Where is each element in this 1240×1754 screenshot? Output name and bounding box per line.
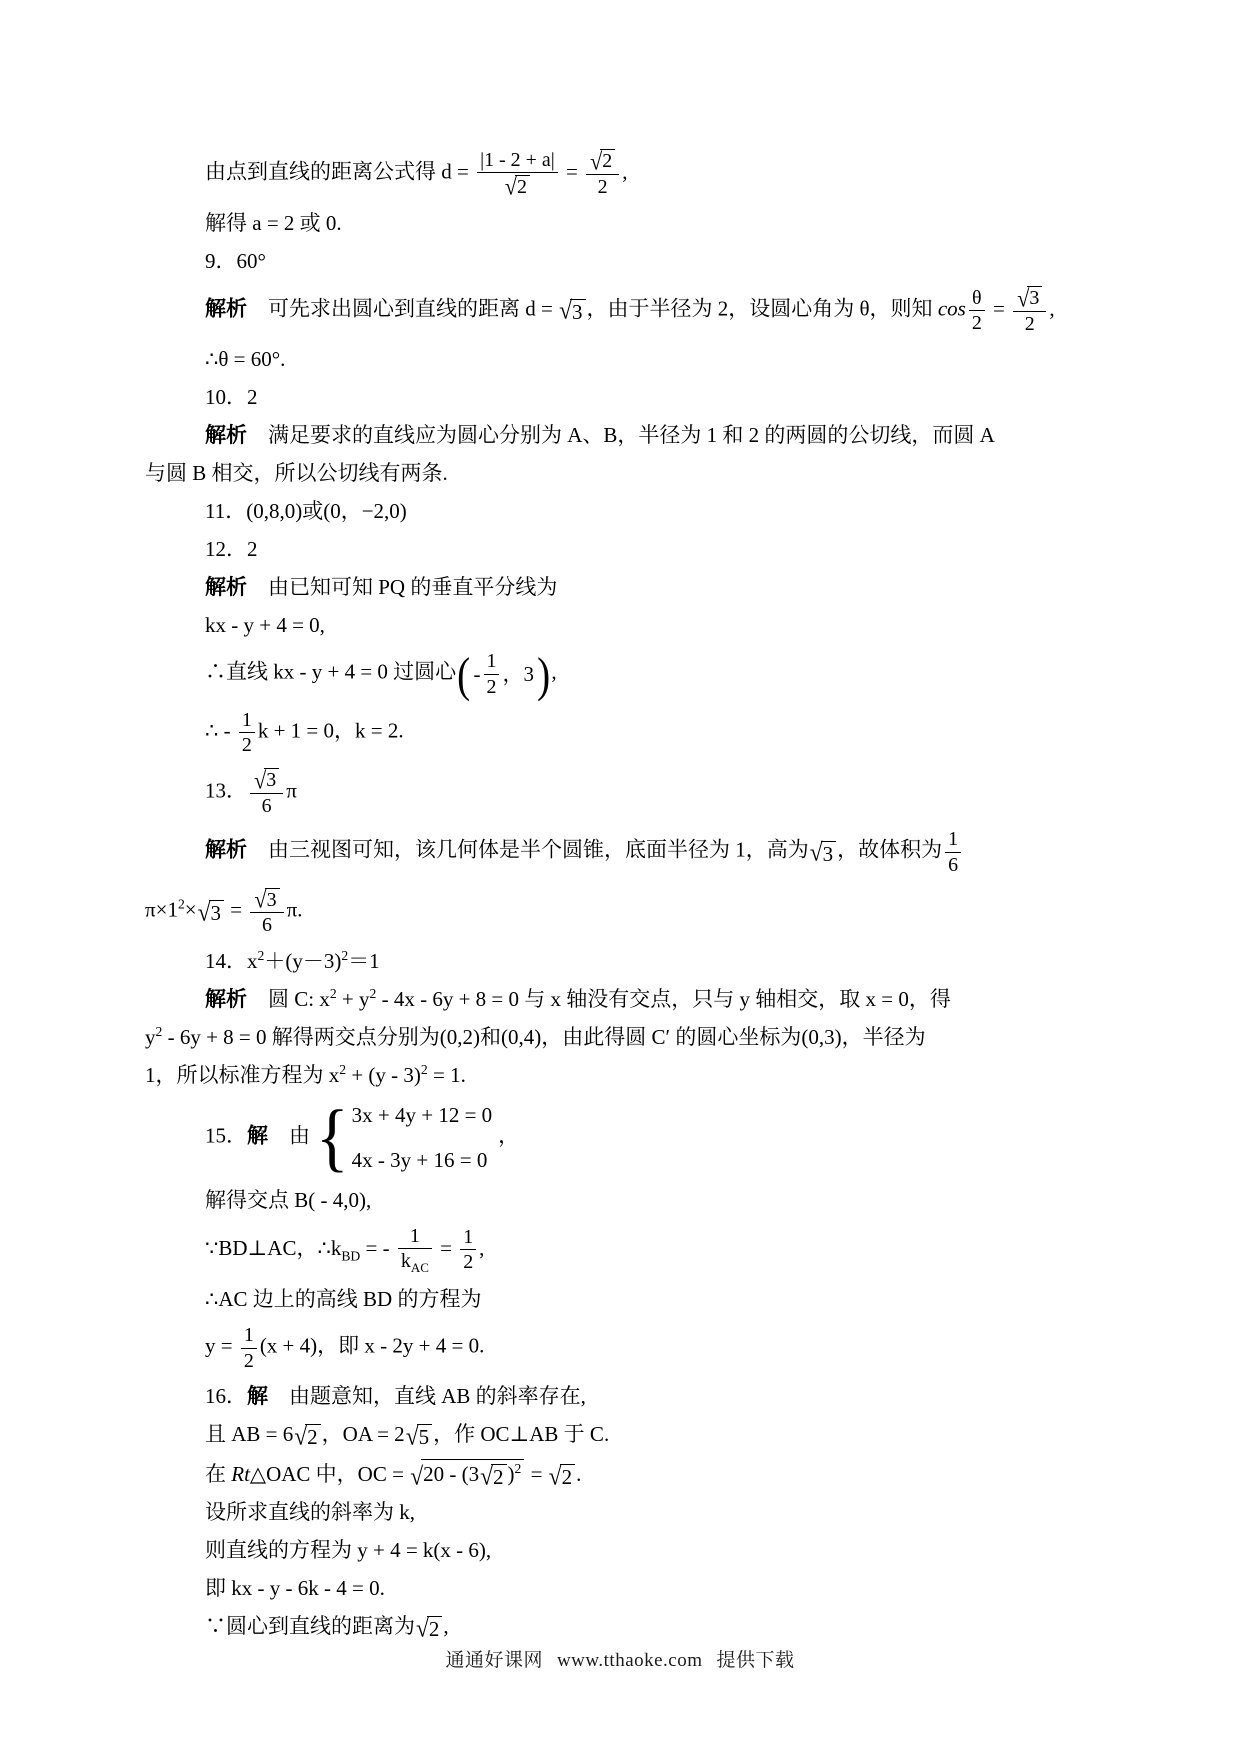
text-run: 2 (241, 734, 252, 757)
text-run: 6 (262, 914, 272, 937)
system-row (352, 1101, 493, 1129)
fraction-denominator (250, 794, 283, 817)
fraction (1013, 286, 1046, 336)
text-run: 3x + 4y + 12 = 0 (351, 1102, 493, 1127)
radicand (421, 1459, 524, 1490)
text-run: 1 (463, 1226, 474, 1249)
radicand (209, 900, 225, 925)
text-run: 1 (486, 650, 497, 673)
text-run: × (184, 897, 197, 922)
text-run: 且 AB = 6 (205, 1422, 294, 1447)
text-run: - 6y + 8 = 0 解得两交点分别为(0,2)和(0,4)，由此得圆 C′ 的圆心坐标为(0,3)，半径为 (162, 1024, 926, 1049)
text-run: 5 (418, 1425, 430, 1450)
text-run: 2 (597, 176, 608, 199)
system-row (352, 1146, 493, 1174)
text-run: 3 (266, 888, 277, 911)
text-run: 13． (205, 778, 247, 803)
text-run: = - (360, 1235, 395, 1260)
radical-sign: √ (480, 1462, 493, 1491)
radical-sign: √ (254, 766, 267, 794)
solution-line (145, 1420, 1140, 1450)
fraction-numerator (969, 287, 985, 311)
radicand (600, 149, 615, 173)
text-run: 1 (243, 1324, 254, 1347)
superscript: 2 (514, 1460, 522, 1476)
radicand (560, 1464, 576, 1489)
fraction-numerator (586, 149, 619, 175)
text-run: 圆 C: x (247, 986, 330, 1011)
square-root (416, 1614, 442, 1644)
text-run: 3 (572, 299, 583, 324)
text-run: 15． (205, 1123, 247, 1148)
text-run: θ (972, 286, 982, 309)
solution-line (145, 1612, 1140, 1642)
text-run: y = (205, 1334, 238, 1358)
text-run: y (145, 1024, 156, 1049)
bold-run: 解析 (205, 986, 247, 1011)
text-run: 2 (307, 1425, 318, 1450)
paren-content (472, 649, 536, 699)
text-run: 解得交点 B( - 4,0), (205, 1187, 372, 1212)
text-run: ， (498, 1123, 520, 1148)
square-root (1017, 286, 1042, 310)
text-run: 1 (948, 828, 959, 851)
solution-line (145, 886, 1140, 938)
superscript: 2 (177, 896, 185, 912)
text-run: 由题意知，直线 AB 的斜率存在, (268, 1384, 586, 1409)
solution-line (145, 497, 1140, 526)
parenthesized-group (456, 649, 551, 699)
text-run: k (400, 1249, 411, 1272)
text-run: 则直线的方程为 y + 4 = k(x - 6), (205, 1538, 492, 1563)
solution-line (145, 1498, 1140, 1527)
text-run: , (1049, 296, 1055, 321)
fraction (398, 1225, 432, 1276)
text-run: = (525, 1461, 548, 1486)
radicand (264, 768, 279, 792)
radicand (417, 1424, 433, 1449)
fraction-numerator (241, 1324, 257, 1348)
text-run: 由点到直线的距离公式得 d = (205, 159, 475, 184)
solution-line (145, 535, 1140, 564)
radicand (491, 1464, 507, 1489)
square-root (254, 888, 279, 912)
text-run: 由 (268, 1123, 310, 1148)
bold-run: 解析 (205, 575, 247, 600)
radical-sign: √ (809, 838, 823, 868)
text-run: = (560, 159, 584, 184)
text-run: 设所求直线的斜率为 k, (205, 1500, 415, 1525)
text-run: - 4x - 6y + 8 = 0 与 x 轴没有交点，只与 y 轴相交，取 x = 0，得 (376, 986, 951, 1011)
square-root (549, 1464, 575, 1489)
fraction-numerator (239, 709, 255, 733)
text-run: 2 (971, 312, 982, 335)
text-run: 2 (517, 175, 527, 198)
radicand (265, 888, 280, 912)
text-run: 2 (561, 1464, 573, 1489)
text-run: 2 (493, 1464, 504, 1489)
text-run: . (576, 1461, 582, 1486)
text-run: 2 (243, 1349, 254, 1372)
text-run: 3 (210, 901, 222, 926)
left-paren: ( (457, 647, 471, 701)
solution-line (145, 1061, 1140, 1090)
fraction-denominator (586, 175, 619, 198)
fraction-denominator (1013, 312, 1046, 335)
solution-line (145, 1459, 1140, 1490)
text-run: 1 (241, 709, 252, 732)
text-run: |1 - 2 + a| (480, 149, 555, 171)
solution-line (145, 1224, 1140, 1277)
radical-sign: √ (1017, 284, 1030, 312)
text-run: , (551, 660, 557, 685)
solution-line (145, 573, 1140, 602)
solution-line (145, 1285, 1140, 1314)
text-run: 6 (261, 795, 272, 818)
text-run: ，由于半径为 2，设圆心角为 θ，则知 (586, 296, 938, 321)
fraction (477, 149, 558, 199)
solution-line (145, 827, 1140, 877)
footer-url: www.tthaoke.com (556, 1650, 703, 1671)
fraction (460, 1226, 476, 1274)
text-run: ＋(y－3) (264, 948, 342, 973)
radical-sign: √ (294, 1422, 308, 1452)
radicand (821, 841, 837, 866)
bold-run: 解析 (205, 423, 247, 448)
text-run: 2 (486, 675, 497, 698)
text-run: 2 (428, 1617, 440, 1642)
text-run: , (622, 159, 628, 184)
footer-suffix: 提供下载 (716, 1650, 795, 1671)
fraction (250, 768, 283, 818)
square-root (410, 1459, 524, 1490)
bold-run: 解 (247, 1123, 268, 1148)
fraction-denominator (239, 733, 255, 756)
solution-line (145, 345, 1140, 374)
text-run: π×1 (145, 897, 178, 922)
page-footer (0, 1645, 1240, 1672)
text-run: k + 1 = 0，k = 2. (257, 718, 404, 743)
bold-run: 解析 (205, 296, 247, 321)
square-root (809, 838, 836, 868)
text-run: 1，所以标准方程为 x (145, 1062, 340, 1087)
superscript: 2 (420, 1061, 428, 1077)
fraction (586, 149, 619, 199)
solution-line (145, 767, 1140, 819)
fraction-denominator (969, 311, 985, 334)
radical-sign: √ (548, 1462, 562, 1491)
fraction (250, 887, 283, 937)
text-run: , (479, 1235, 485, 1260)
fraction-numerator (477, 149, 558, 173)
text-run: 2 (463, 1251, 474, 1274)
text-run: = (987, 296, 1011, 321)
text-run: = (225, 897, 248, 922)
fraction-numerator (250, 887, 283, 913)
solution-line (145, 247, 1140, 276)
fraction-denominator (484, 675, 500, 698)
square-root (405, 1422, 432, 1452)
text-run: 在 (205, 1461, 232, 1486)
superscript: 2 (369, 985, 377, 1001)
text-run: ∴AC 边上的高线 BD 的方程为 (205, 1287, 482, 1312)
fraction (969, 287, 985, 335)
fraction-denominator (398, 1249, 432, 1276)
text-run: ∵圆心到直线的距离为 (205, 1614, 415, 1639)
text-run: 20 - (3 (423, 1461, 480, 1486)
radical-sign: √ (405, 1422, 419, 1452)
solution-line (145, 1094, 1140, 1180)
equation-system (316, 1094, 493, 1180)
text-run: 3 (1029, 287, 1040, 310)
text-run: + y (336, 986, 370, 1011)
text-run: ，作 OC⊥AB 于 C. (433, 1422, 610, 1447)
text-run: 解得 a = 2 或 0. (205, 210, 342, 235)
radical-sign: √ (590, 147, 603, 175)
text-run: ) (507, 1461, 515, 1486)
fraction-numerator (1013, 286, 1046, 312)
solution-line (145, 459, 1140, 488)
text-run: 由三视图可知，该几何体是半个圆锥，底面半径为 1，高为 (247, 838, 809, 863)
radicand (305, 1424, 321, 1449)
text-run: 可先求出圆心到直线的距离 d = (247, 296, 559, 321)
text-run: ∴直线 kx - y + 4 = 0 过圆心 (205, 660, 457, 685)
text-run: 3 (822, 841, 834, 866)
solution-line (145, 708, 1140, 758)
text-run: 12．2 (205, 537, 258, 562)
text-run: 3 (266, 769, 277, 792)
fraction-denominator (945, 853, 961, 876)
text-run: 满足要求的直线应为圆心分别为 A、B，半径为 1 和 2 的两圆的公切线，而圆 A (247, 423, 995, 448)
radicand (427, 1616, 443, 1641)
fraction-numerator (398, 1225, 432, 1249)
fraction-denominator (477, 173, 558, 201)
fraction-denominator (241, 1349, 257, 1372)
radical-sign: √ (416, 1614, 429, 1644)
subscript: AC (410, 1259, 429, 1275)
text-run: ，OA = 2 (321, 1422, 405, 1447)
fraction-denominator (250, 913, 283, 936)
solution-line (145, 1536, 1140, 1565)
solution-line (145, 383, 1140, 412)
superscript: 2 (329, 985, 337, 1001)
radical-sign: √ (197, 898, 211, 927)
fraction (484, 650, 500, 698)
text-run: 2 (1024, 313, 1035, 336)
text-run: π (286, 778, 297, 803)
square-root (254, 768, 279, 792)
text-run: △OAC 中，OC = (249, 1461, 410, 1486)
radical-sign: √ (410, 1462, 424, 1491)
text-run: 1 (409, 1224, 420, 1247)
left-brace: { (316, 1094, 349, 1180)
superscript: 2 (257, 947, 265, 963)
radical-sign: √ (504, 173, 518, 201)
square-root (559, 299, 585, 324)
solution-line (145, 148, 1140, 200)
solution-line (145, 1323, 1140, 1373)
fraction (239, 709, 255, 757)
text-run: ∵BD⊥AC，∴k (205, 1235, 342, 1260)
text-run: 4x - 3y + 16 = 0 (351, 1148, 488, 1173)
radicand (1027, 286, 1042, 310)
solution-line (145, 649, 1140, 699)
text-run: 即 kx - y - 6k - 4 = 0. (205, 1576, 385, 1601)
solution-line (145, 947, 1140, 976)
radicand (515, 175, 530, 199)
italic-run: cos (937, 296, 966, 321)
text-run: 11．(0,8,0)或(0，−2,0) (205, 499, 407, 524)
square-root (294, 1422, 320, 1452)
text-run: 6 (948, 853, 959, 876)
solution-line (145, 1574, 1140, 1603)
subscript: BD (341, 1247, 361, 1263)
superscript: 2 (155, 1023, 163, 1039)
square-root (505, 175, 530, 199)
fraction-numerator (460, 1226, 476, 1250)
italic-run: Rt (231, 1461, 250, 1486)
bold-run: 解析 (205, 838, 247, 863)
solution-line (145, 1382, 1140, 1411)
footer-site-name: 通通好课网 (445, 1650, 543, 1671)
text-run: ，3 (502, 662, 534, 687)
text-run: = (434, 1235, 458, 1260)
solution-line (145, 611, 1140, 640)
text-run: ∴ - (205, 718, 236, 743)
text-run: + (y - 3) (346, 1062, 421, 1087)
solution-line (145, 985, 1140, 1014)
text-run: 由已知可知 PQ 的垂直平分线为 (247, 575, 558, 600)
text-run: ∴θ = 60°. (205, 347, 286, 372)
text-run: ，故体积为 (837, 838, 943, 863)
superscript: 2 (339, 1061, 347, 1077)
fraction-numerator (945, 828, 961, 852)
radicand (570, 299, 586, 324)
text-run: , (443, 1614, 449, 1639)
fraction (945, 828, 961, 876)
text-run: π. (286, 897, 303, 922)
right-paren: ) (537, 647, 551, 701)
text-run: 14．x (205, 948, 258, 973)
solution-line (145, 421, 1140, 450)
text-run: (x + 4)，即 x - 2y + 4 = 0. (259, 1334, 485, 1358)
radical-sign: √ (559, 297, 572, 326)
solution-line (145, 1186, 1140, 1215)
square-root (480, 1464, 506, 1489)
solution-line (145, 285, 1140, 337)
square-root (590, 149, 615, 173)
text-run: - (473, 662, 481, 687)
text-run: 与圆 B 相交，所以公切线有两条. (145, 461, 448, 486)
text-run: 10．2 (205, 385, 258, 410)
text-run: ＝1 (348, 948, 380, 973)
bold-run: 解 (247, 1384, 268, 1409)
fraction-denominator (460, 1250, 476, 1273)
radical-sign: √ (254, 886, 267, 914)
text-run: = 1. (427, 1062, 466, 1087)
text-run: kx - y + 4 = 0, (205, 613, 325, 638)
square-root (198, 900, 224, 925)
fraction-numerator (250, 768, 283, 794)
fraction-numerator (484, 650, 500, 674)
superscript: 2 (341, 947, 349, 963)
text-run: 9．60° (205, 248, 266, 273)
solution-lines (145, 148, 1140, 1651)
system-rows (352, 1101, 493, 1175)
fraction (241, 1324, 257, 1372)
solution-line (145, 1023, 1140, 1052)
text-run: 16． (205, 1384, 247, 1409)
text-run: 2 (602, 150, 613, 173)
solution-line (145, 209, 1140, 238)
